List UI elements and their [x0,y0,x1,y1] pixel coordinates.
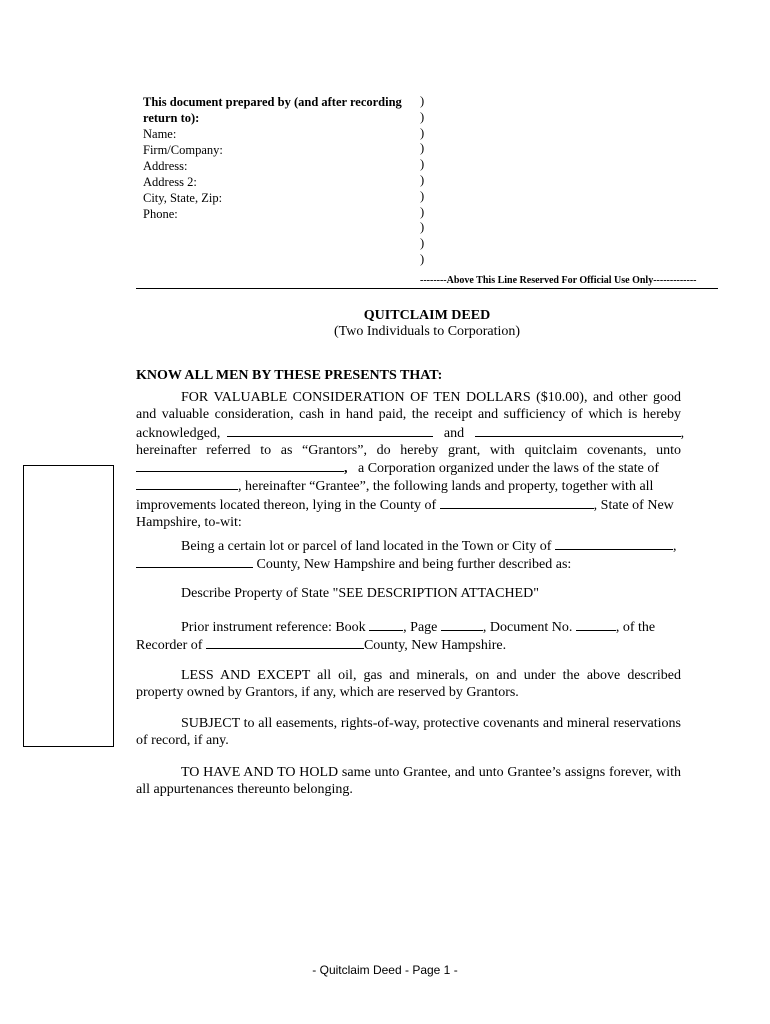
parcel-county-blank[interactable] [136,555,253,568]
address-field-label: Address: [143,159,188,173]
less-and-except-paragraph: LESS AND EXCEPT all oil, gas and minerals, on and under the above described property owned by Grantors, if any, which are reserved by Grantors. [136,668,681,701]
margin-box-top-rule [23,465,114,466]
town-city-blank[interactable] [555,537,673,550]
p1-text: acknowledged, [136,425,221,441]
p1-line: FOR VALUABLE CONSIDERATION OF TEN DOLLARS ($10.00), and other good [181,390,681,405]
parcel-paragraph [136,537,681,574]
p1-state-line [136,477,681,495]
paren: ) [420,220,425,235]
property-description: Describe Property of State "SEE DESCRIPTION ATTACHED" [181,586,539,601]
page-blank[interactable] [441,618,483,631]
recorder-county-blank[interactable] [206,636,364,649]
paren: ) [420,172,425,187]
know-all-men-heading: KNOW ALL MEN BY THESE PRESENTS THAT: [136,368,443,383]
prior-instrument-paragraph [136,618,681,655]
grantee-name-blank[interactable] [136,459,344,472]
p2-text: County, New Hampshire and being further described as: [256,557,572,573]
p4-text: Prior instrument reference: Book [181,620,366,635]
name-field-label: Name: [143,127,177,141]
p1-line: Hampshire, to-wit: [136,515,242,531]
phone-field-label: Phone: [143,207,178,221]
p1-text: , hereinafter “Grantee”, the following lands and property, together with all [238,479,654,495]
p1-text: a Corporation organized under the laws of the state of [358,461,660,477]
p1-text: , State of New [593,497,674,513]
p1-text: , [680,425,685,441]
p2-text: Being a certain lot or parcel of land located in the Town or City of [181,539,552,554]
p4-text: , of the [615,620,656,635]
document-title: QUITCLAIM DEED [363,308,491,323]
p4-text: Recorder of [136,638,203,654]
p1-text: , [344,461,348,477]
paren: ) [420,188,425,203]
habendum-paragraph: TO HAVE AND TO HOLD same unto Grantee, and unto Grantee’s assigns forever, with all appurtenances thereunto belonging. [136,765,681,798]
paren: ) [420,157,425,172]
city-state-zip-field-label: City, State, Zip: [143,191,223,205]
address2-field-label: Address 2: [143,175,197,189]
paren: ) [420,141,425,156]
margin-box [23,465,114,747]
book-blank[interactable] [369,618,403,631]
p1-grantee-line [136,459,681,477]
p1-text: and [443,425,465,441]
paren: ) [420,109,425,124]
grantor1-blank[interactable] [227,424,433,437]
subject-to-paragraph: SUBJECT to all easements, rights-of-way, protective covenants and mineral reservations of record, if any. [136,716,681,749]
paren: ) [420,94,425,108]
paren: ) [420,251,425,266]
p1-line: and valuable consideration, cash in hand paid, the receipt and sufficiency of which is hereby [136,407,681,423]
county-blank[interactable] [440,496,594,509]
p4-text: County, New Hampshire. [363,638,507,654]
page-footer: - Quitclaim Deed - Page 1 - [312,963,458,977]
corporation-state-blank[interactable] [136,477,238,490]
paren: ) [420,125,425,140]
p1-line: hereinafter referred to as “Grantors”, do hereby grant, with quitclaim covenants, unto [136,442,681,458]
grantor2-blank[interactable] [475,424,681,437]
consideration-paragraph [136,389,685,531]
preparer-block [143,94,402,222]
prepared-by-label: This document prepared by (and after recording [143,95,402,109]
p1-county-line [136,496,681,514]
p4-text: , Page [403,620,438,635]
paren-column [420,94,424,268]
recording-divider [136,288,718,289]
p2-text: , [672,539,677,554]
paren: ) [420,236,425,251]
document-no-blank[interactable] [576,618,616,631]
p1-text: improvements located thereon, lying in the County of [136,497,437,513]
official-use-notice: --------Above This Line Reserved For Official Use Only------------- [420,275,697,286]
p1-grantors-line [136,424,685,442]
return-to-label: return to): [143,111,200,125]
p4-text: , Document No. [482,620,573,635]
firm-field-label: Firm/Company: [143,143,223,157]
document-subtitle: (Two Individuals to Corporation) [333,324,521,339]
paren: ) [420,204,425,219]
